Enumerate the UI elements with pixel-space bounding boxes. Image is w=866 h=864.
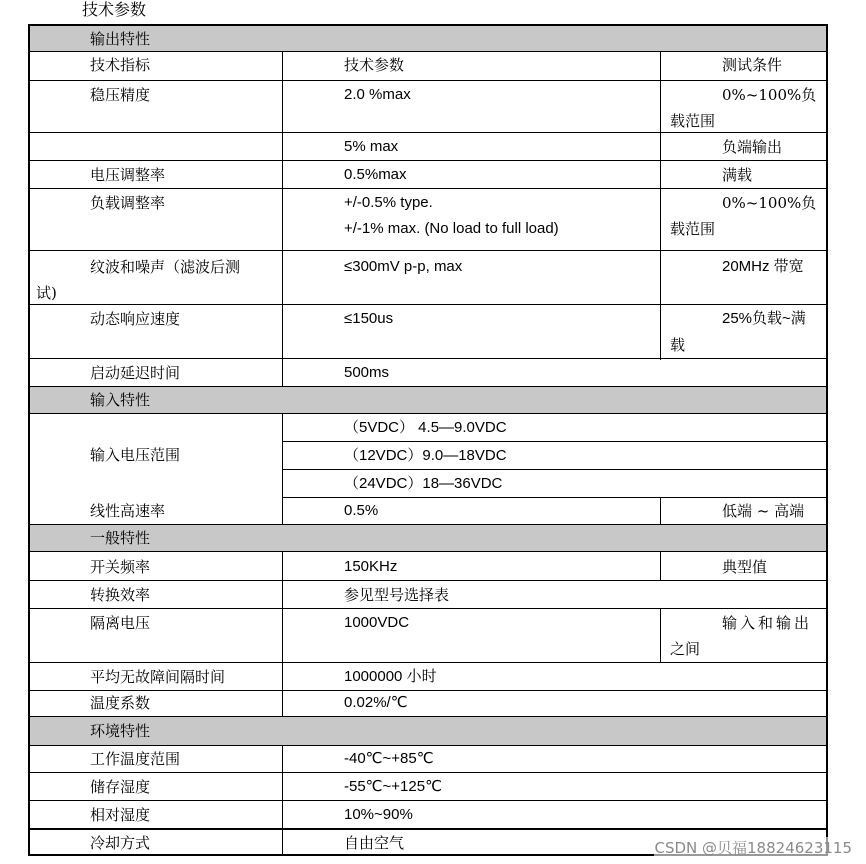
switch-freq-name: 开关频率 [90, 558, 151, 576]
ripple-cond: 20MHz 带宽 [722, 258, 804, 275]
header-condition: 测试条件 [722, 56, 783, 74]
efficiency-name: 转换效率 [90, 586, 151, 604]
input-range-12v: （12VDC）9.0—18VDC [344, 447, 507, 464]
load-adj-value-2: +/-1% max. (No load to full load) [344, 220, 559, 237]
humidity-value: 10%~90% [344, 806, 413, 823]
stability2-value: 5% max [344, 138, 399, 155]
header-indicator: 技术指标 [90, 56, 151, 74]
load-adj-name: 负载调整率 [90, 194, 166, 212]
isolation-value: 1000VDC [344, 614, 410, 631]
spec-table [28, 24, 828, 856]
line-reg-name: 线性高速率 [90, 502, 166, 520]
section-general-label: 一般特性 [90, 529, 151, 547]
response-value: ≤150us [344, 310, 394, 327]
cooling-name: 冷却方式 [90, 834, 151, 852]
stability-name: 稳压精度 [90, 86, 151, 104]
temp-coef-name: 温度系数 [90, 694, 151, 712]
ripple-name-2: 试) [36, 284, 57, 302]
startup-name: 启动延迟时间 [90, 364, 181, 382]
mtbf-name: 平均无故障间隔时间 [90, 668, 226, 686]
humidity-name: 相对湿度 [90, 806, 151, 824]
voltage-adj-value: 0.5%max [344, 166, 407, 183]
header-parameter: 技术参数 [344, 56, 405, 74]
mtbf-value: 1000000 小时 [344, 668, 437, 685]
response-cond-2: 载 [670, 336, 686, 354]
switch-freq-value: 150KHz [344, 558, 398, 575]
temp-coef-value: 0.02%/℃ [344, 694, 408, 711]
stability-cond-1: 0%~100%负 [722, 86, 817, 104]
ripple-name-1: 纹波和噪声（滤波后测 [90, 258, 241, 276]
watermark: CSDN @贝福18824623115 [654, 839, 852, 857]
ripple-value: ≤300mV p-p, max [344, 258, 463, 275]
line-reg-value: 0.5% [344, 502, 379, 519]
stability-cond-2: 载范围 [670, 112, 716, 130]
input-range-name: 输入电压范围 [90, 446, 181, 464]
response-cond-1: 25%负载~满 [722, 310, 806, 327]
isolation-cond-1: 输入和输出 [722, 614, 813, 632]
cooling-value: 自由空气 [344, 834, 405, 852]
work-temp-value: -40℃~+85℃ [344, 750, 434, 767]
work-temp-name: 工作温度范围 [90, 750, 181, 768]
response-name: 动态响应速度 [90, 310, 181, 328]
voltage-adj-cond: 满载 [722, 166, 753, 184]
switch-freq-cond: 典型值 [722, 558, 768, 576]
stability-value: 2.0 %max [344, 86, 411, 103]
efficiency-value: 参见型号选择表 [344, 586, 450, 604]
voltage-adj-name: 电压调整率 [90, 166, 166, 184]
storage-value: -55℃~+125℃ [344, 778, 442, 795]
section-input-label: 输入特性 [90, 391, 151, 409]
input-range-5v: （5VDC） 4.5—9.0VDC [344, 419, 507, 436]
storage-name: 储存湿度 [90, 778, 151, 796]
startup-value: 500ms [344, 364, 390, 381]
stability2-cond: 负端输出 [722, 138, 783, 156]
line-reg-cond: 低端 ~ 高端 [722, 502, 805, 520]
section-env-label: 环境特性 [90, 722, 151, 740]
input-range-24v: （24VDC）18—36VDC [344, 475, 503, 492]
load-adj-cond-1: 0%~100%负 [722, 194, 817, 212]
page-title: 技术参数 [82, 0, 147, 19]
section-output-label: 输出特性 [90, 30, 151, 48]
isolation-name: 隔离电压 [90, 614, 151, 632]
isolation-cond-2: 之间 [670, 640, 701, 658]
load-adj-value-1: +/-0.5% type. [344, 194, 433, 211]
load-adj-cond-2: 载范围 [670, 220, 716, 238]
